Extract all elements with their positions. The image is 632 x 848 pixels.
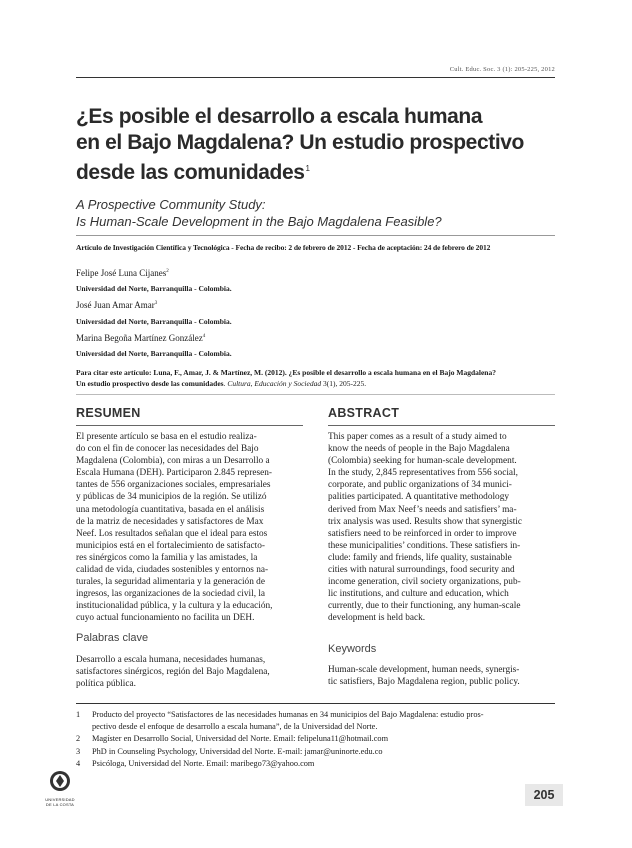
abstract-line: trix analysis was used. Results show that synergistic [328,516,523,527]
footnote-rule [76,703,555,704]
footnote-line: Producto del proyecto “Satisfactores de las necesidades humanas en 34 municipios del Bajo Magdalena: estudio pros- [92,710,484,719]
abstract-line: clude: family and friends, life quality, sustainable [328,552,512,563]
author-name: Marina Begoña Martínez González [76,333,203,343]
resumen-rule [76,425,303,426]
footnotes [76,709,556,770]
palabras-clave-body [76,654,306,690]
keywords-heading: Keywords [328,643,377,655]
resumen-heading: RESUMEN [76,406,141,420]
citation-journal: . Cultura, Educación y Sociedad [223,379,322,388]
resumen-line: municipios está en el fortalecimiento de satisfacto- [76,540,265,551]
keyword-line: tic satisfiers, Bajo Magdalena region, public policy. [328,677,520,688]
author-1 [76,268,556,278]
keyword-line: satisfactores sinérgicos, región del Bajo Magdalena, [76,667,270,678]
footnote-line: pectivo desde el enfoque de desarrollo a escala humana”, de la Universidad del Norte. [92,722,378,732]
resumen-line: tantes de 556 organizaciones sociales, empresariales [76,480,271,491]
resumen-line: Neef. Los resultados señalan que el ideal para estos [76,528,268,539]
footnote-2 [76,733,556,745]
author-3 [76,333,556,343]
title-line-3 [76,156,556,186]
abstract-line: currently, due to their functioning, any human-scale [328,601,521,612]
title-line-2: en el Bajo Magdalena? Un estudio prospectivo [76,131,524,154]
author-3-affiliation: Universidad del Norte, Barranquilla - Colombia. [76,349,232,358]
footnote-line: PhD in Counseling Psychology, Universidad del Norte. E-mail: jamar@uninorte.edu.co [92,746,383,756]
resumen-line: turales, la seguridad alimentaria y la generación de [76,577,265,588]
resumen-line: cuyo actual funcionamiento no facilita un DEH. [76,613,255,624]
author-2 [76,300,556,310]
footnote-line: Psicóloga, Universidad del Norte. Email: maribego73@yahoo.com [92,758,315,768]
subtitle-line-2: Is Human-Scale Development in the Bajo Magdalena Feasible? [76,214,442,229]
resumen-line: ingresos, las organizaciones de la sociedad civil, la [76,589,266,600]
footnote-1 [76,709,556,733]
abstract-line: income generation, civil society organizations, pub- [328,577,521,588]
resumen-line: res sinérgicos como la familia y las amistades, la [76,552,258,563]
author-2-affiliation: Universidad del Norte, Barranquilla - Colombia. [76,317,232,326]
author-mark: 2 [166,269,169,274]
subtitle-line-1: A Prospective Community Study: [76,197,266,212]
resumen-line: una metodología cuantitativa, basada en el análisis [76,504,265,515]
citation-line-2 [76,378,554,389]
page-number: 205 [525,784,563,806]
author-mark: 4 [202,334,206,339]
header-rule [76,77,555,78]
abstract-line: In the study, 2,845 representatives from 556 social, [328,468,518,479]
abstract-line: satisfiers need to be reinforced in order to improve [328,528,517,539]
abstract-line: (Colombia) seeking for human-scale development. [328,456,517,467]
title-line-1: ¿Es posible el desarrollo a escala humana [76,105,483,128]
resumen-body [76,431,306,625]
footnote-number: 2 [76,734,81,744]
article-subtitle [76,196,556,230]
author-1-affiliation: Universidad del Norte, Barranquilla - Colombia. [76,284,232,293]
citation-title-end: Un estudio prospectivo desde las comunidades [76,379,224,388]
logo-line-2: DE LA COSTA [45,802,75,807]
footnote-4 [76,758,556,770]
abstract-line: This paper comes as a result of a study aimed to [328,432,507,442]
article-dates: Artículo de Investigación Científica y Tecnológica - Fecha de recibo: 2 de febrero de 2012 - Fecha de aceptación: 24 de febrero de 2012 [76,243,491,252]
footnote-number: 4 [76,758,81,768]
abstract-line: know the needs of people in the Bajo Magdalena [328,444,510,455]
abstract-line: cities with natural surroundings, food security and [328,565,515,576]
abstract-rule [328,425,555,426]
citation-block [76,367,554,389]
resumen-line: y públicas de 34 municipios de la región. Se utilizó [76,492,267,503]
university-seal-icon [49,770,71,792]
citation-pages: 3(1), 205-225. [321,379,367,388]
resumen-line: institucionalidad pública, y la cultura y la educación, [76,601,273,612]
keyword-line: Desarrollo a escala humana, necesidades humanas, [76,655,266,665]
abstract-line: palities participated. A quantitative methodology [328,492,509,503]
abstract-heading: ABSTRACT [328,406,400,420]
keyword-line: Human-scale development, human needs, synergis- [328,665,520,675]
article-title [76,104,556,186]
abstract-line: corporate, and public organizations of 34 munici- [328,480,512,491]
palabras-clave-heading: Palabras clave [76,632,149,644]
resumen-line: El presente artículo se basa en el estudio realiza- [76,432,257,442]
footnote-line: Magíster en Desarrollo Social, Universidad del Norte. Email: felipeluna11@hotmail.com [92,734,389,744]
resumen-line: de la matriz de necesidades y satisfactores de Max [76,516,264,527]
abstract-line: lic institutions, and culture and education, which [328,589,509,600]
citation-rule [76,394,555,395]
abstract-line: these municipalities’ conditions. These satisfiers in- [328,540,521,551]
abstract-line: derived from Max Neef’s needs and satisfiers’ ma- [328,504,517,515]
resumen-line: Escala Humana (DEH). Participaron 2.845 represen- [76,468,272,479]
footnote-number: 1 [76,710,81,719]
resumen-line: calidad de vida, ciudades sostenibles y entornos na- [76,565,269,576]
author-mark: 3 [154,301,158,306]
keywords-body [328,664,558,688]
footnote-number: 3 [76,746,81,756]
keyword-line: política pública. [76,679,136,690]
citation-line-1: Para citar este artículo: Luna, F., Amar, J. & Martínez, M. (2012). ¿Es posible el desarrollo a escala humana en el Bajo Magdalena? [76,368,496,377]
abstract-line: development is held back. [328,613,426,624]
university-logo [36,770,84,807]
footnote-3 [76,746,556,758]
author-name: José Juan Amar Amar [76,300,155,310]
logo-line-1: UNIVERSIDAD [45,797,75,802]
author-name: Felipe José Luna Cijanes [76,268,167,278]
resumen-line: do con el fin de conocer las necesidades del Bajo [76,444,259,455]
abstract-body [328,431,558,625]
subtitle-rule [76,235,555,236]
resumen-line: Magdalena (Colombia), con miras a un Desarrollo a [76,456,270,467]
running-header: Cult. Educ. Soc. 3 (1): 205-225, 2012 [449,66,555,73]
title-footnote-mark: 1 [305,164,310,173]
title-line-3-text: desde las comunidades [76,161,305,184]
